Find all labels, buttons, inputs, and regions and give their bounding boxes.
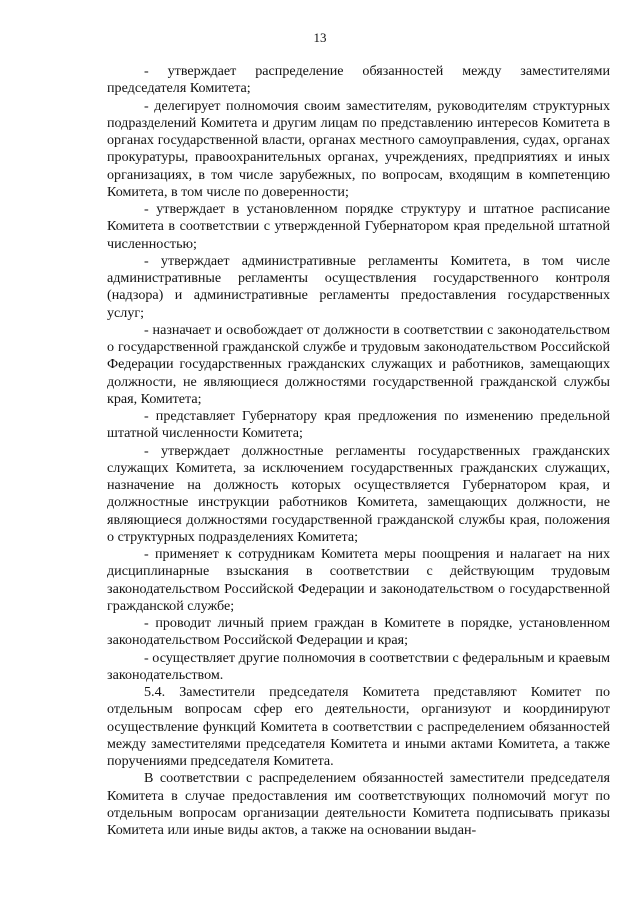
paragraph-appointments: - назначает и освобождает от должности в соответствии с законодательством о государственной гражданской службе и трудовым законодательством Российской Федерации государственных гражданских служащих и работников, замещающих должности, не являющиеся должностями государственной гражданской службы края, Комитета;: [107, 321, 610, 407]
paragraph-job-regulations: - утверждает должностные регламенты государственных гражданских служащих Комитета, за исключением государственных гражданских служащих, назначение на должность которых осуществляется Губернатором края, и должностные инструкции работников Комитета, замещающих должности, не являющиеся должностями государственной гражданской службы края, положения о структурных подразделениях Комитета;: [107, 442, 610, 545]
document-body: [107, 63, 610, 839]
paragraph-other-powers: - осуществляет другие полномочия в соответствии с федеральным и краевым законодательством.: [107, 649, 610, 683]
paragraph-duties-distribution: - утверждает распределение обязанностей между заместителями председателя Комитета;: [107, 63, 610, 97]
paragraph-citizen-reception: - проводит личный прием граждан в Комитете в порядке, установленном законодательством Российской Федерации и края;: [107, 615, 610, 649]
paragraph-staff-number-proposals: - представляет Губернатору края предложения по изменению предельной штатной численности Комитета;: [107, 408, 610, 442]
paragraph-section-5-4: 5.4. Заместители председателя Комитета представляют Комитет по отдельным вопросам сфер его деятельности, организуют и координируют осуществление функций Комитета в соответствии с распределением обязанностей между заместителями председателя Комитета и иными актами Комитета, а также поручениями председателя Комитета.: [107, 684, 610, 769]
page-number: 13: [313, 30, 327, 45]
paragraph-admin-regulations: - утверждает административные регламенты Комитета, в том числе административные регламенты осуществления государственного контроля (надзора) и административные регламенты предоставления государственных услуг;: [107, 252, 610, 321]
paragraph-structure-staffing: - утверждает в установленном порядке структуру и штатное расписание Комитета в соответствии с утвержденной Губернатором края предельной штатной численностью;: [107, 201, 610, 252]
paragraph-deputies-signing: В соответствии с распределением обязанностей заместители председателя Комитета в случае предоставления им соответствующих полномочий могут по отдельным вопросам организации деятельности Комитета подписывать приказы Комитета или иные виды актов, а также на основании выдан-: [107, 770, 610, 838]
paragraph-delegation: - делегирует полномочия своим заместителям, руководителям структурных подразделений Комитета и другим лицам по представлению интересов Комитета в органах государственной власти, органах местного самоуправления, судах, органах прокуратуры, правоохранительных органах, учреждениях, предприятиях и иных организациях, в том числе зарубежных, по вопросам, входящим в компетенцию Комитета, в том числе по доверенности;: [107, 97, 610, 200]
paragraph-incentives-penalties: - применяет к сотрудникам Комитета меры поощрения и налагает на них дисциплинарные взыскания в соответствии с действующим трудовым законодательством Российской Федерации и законодательством о государственной гражданской службе;: [107, 546, 610, 614]
